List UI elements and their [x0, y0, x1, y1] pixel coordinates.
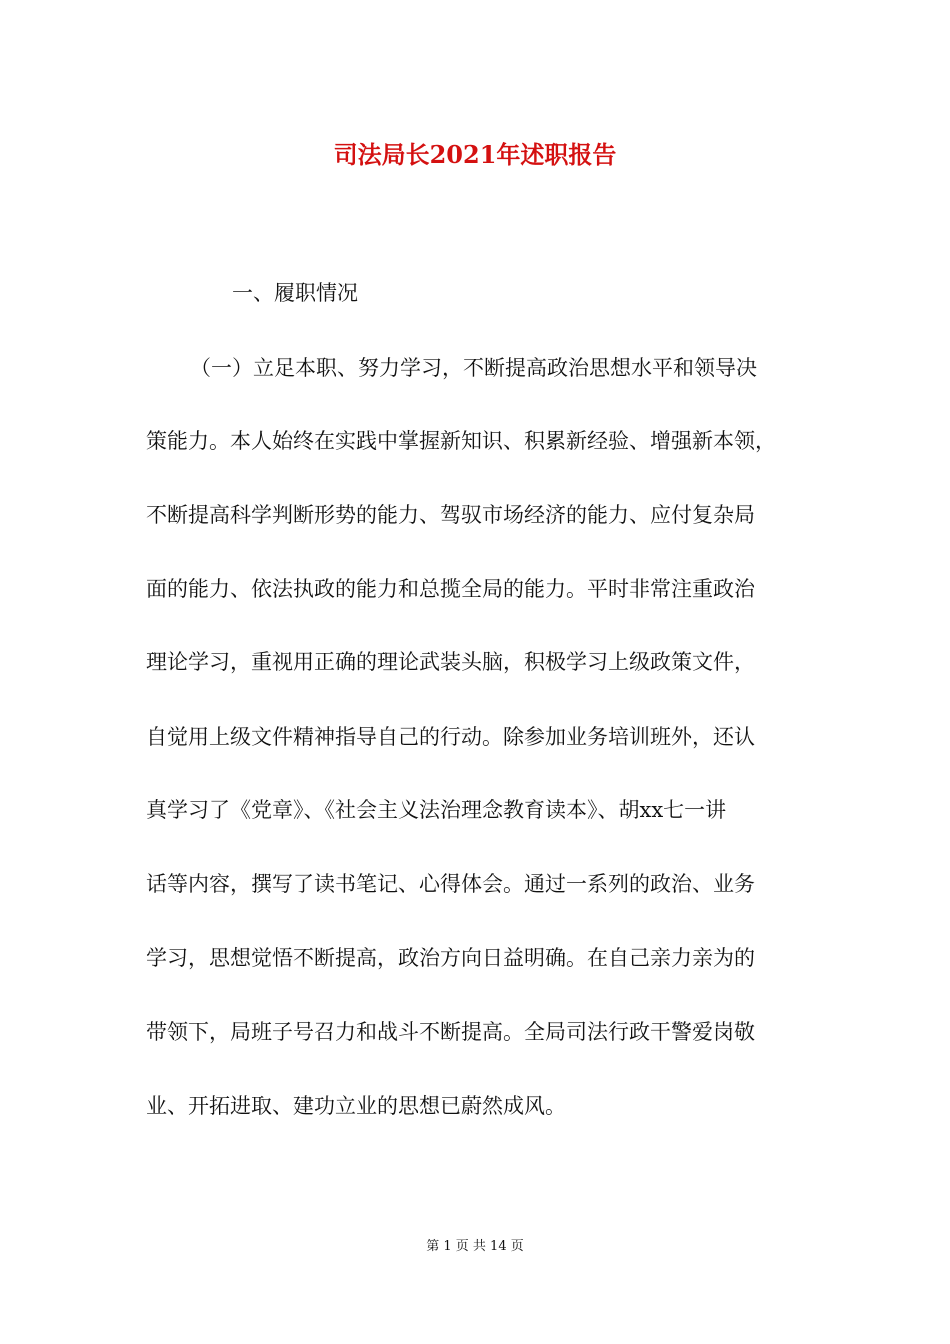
paragraph-line: 自觉用上级文件精神指导自己的行动。除参加业务培训班外，还认 [146, 725, 755, 749]
paragraph-line: 真学习了《党章》、《社会主义法治理念教育读本》、胡xx七一讲 [146, 798, 727, 822]
paragraph-line: 话等内容，撰写了读书笔记、心得体会。通过一系列的政治、业务 [146, 872, 755, 896]
paragraph-line: 带领下，局班子号召力和战斗不断提高。全局司法行政干警爱岗敬 [146, 1020, 755, 1044]
document-title: 司法局长2021年述职报告 [333, 140, 617, 169]
paragraph-line: 策能力。本人始终在实践中掌握新知识、积累新经验、增强新本领， [146, 429, 776, 453]
page-footer: 第 1 页 共 14 页 [426, 1239, 524, 1254]
section-heading: 一、履职情况 [232, 281, 358, 305]
paragraph-line: 理论学习，重视用正确的理论武装头脑，积极学习上级政策文件， [146, 650, 755, 674]
paragraph-line: 业、开拓进取、建功立业的思想已蔚然成风。 [146, 1094, 566, 1118]
paragraph-line: （一）立足本职、努力学习，不断提高政治思想水平和领导决 [190, 356, 757, 380]
paragraph-line: 不断提高科学判断形势的能力、驾驭市场经济的能力、应付复杂局 [146, 503, 755, 527]
paragraph-line: 学习，思想觉悟不断提高，政治方向日益明确。在自己亲力亲为的 [146, 946, 755, 970]
paragraph-line: 面的能力、依法执政的能力和总揽全局的能力。平时非常注重政治 [146, 577, 755, 601]
